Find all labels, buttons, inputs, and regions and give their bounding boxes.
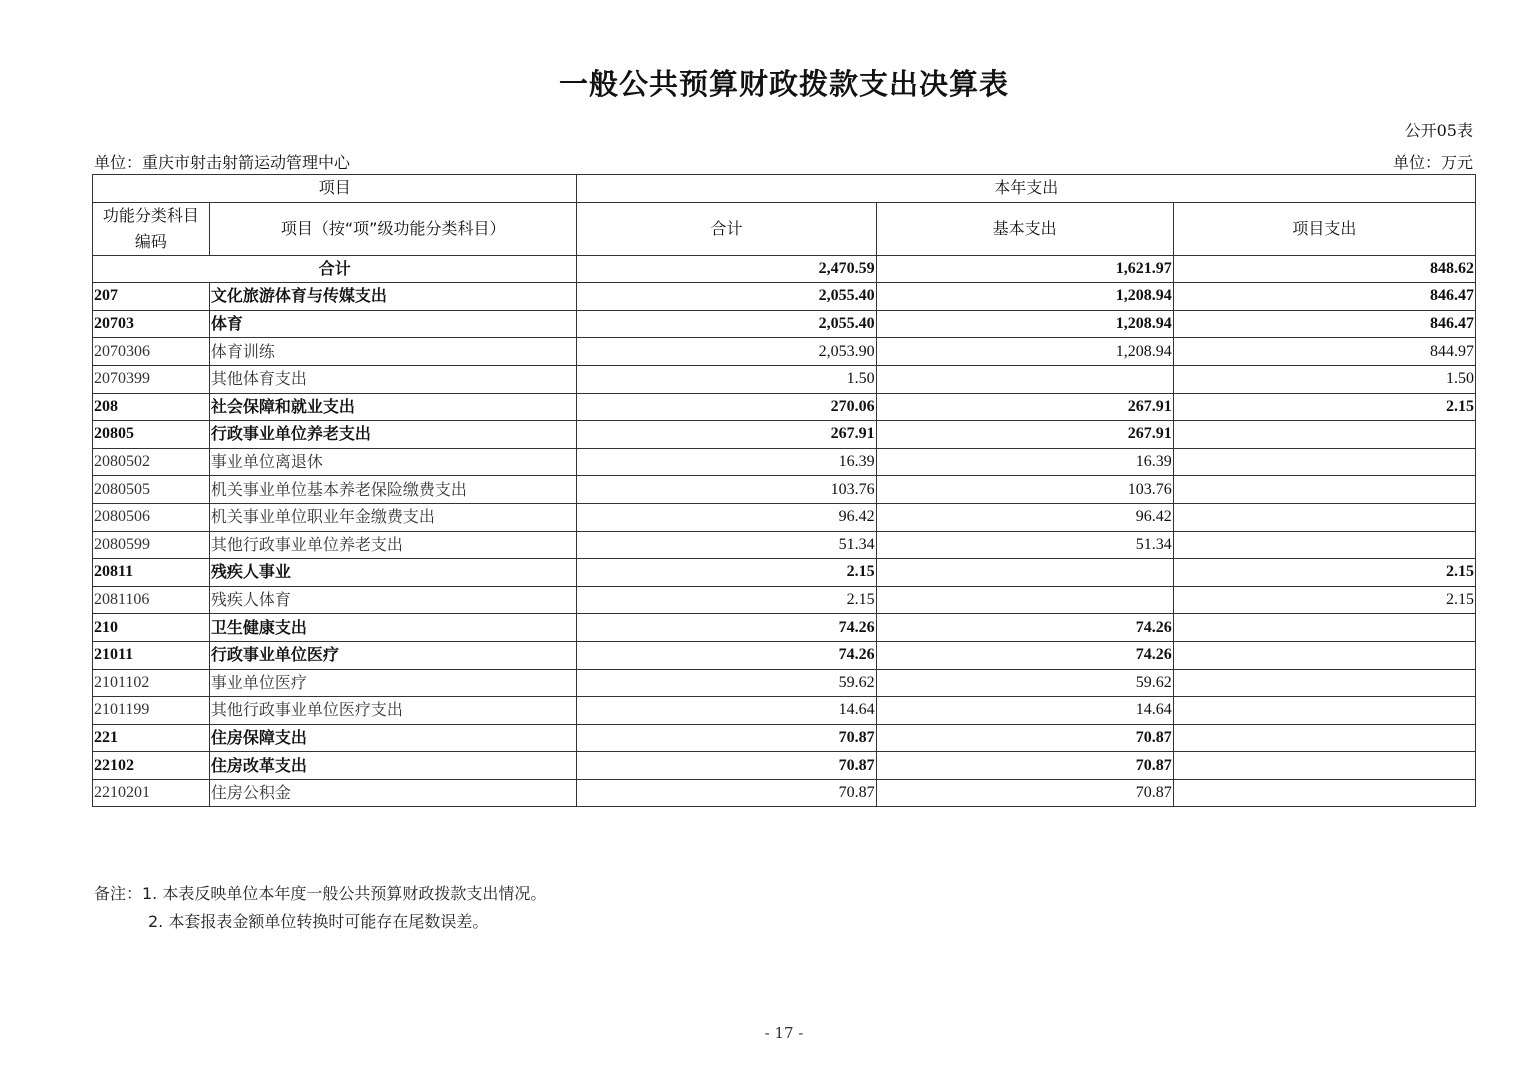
row-name: 住房公积金 — [209, 779, 577, 807]
header-expense-group: 本年支出 — [577, 175, 1476, 203]
row-project — [1173, 448, 1475, 476]
row-name: 事业单位医疗 — [209, 669, 577, 697]
row-basic: 74.26 — [876, 641, 1173, 669]
row-project — [1173, 421, 1475, 449]
table-row — [93, 724, 1476, 752]
row-basic: 74.26 — [876, 614, 1173, 642]
table-row — [93, 365, 1476, 393]
row-total: 59.62 — [577, 669, 876, 697]
table-row — [93, 503, 1476, 531]
row-project — [1173, 724, 1475, 752]
row-code: 2210201 — [93, 779, 210, 807]
total-project: 848.62 — [1173, 255, 1475, 283]
row-name: 文化旅游体育与传媒支出 — [209, 283, 577, 311]
row-basic: 1,208.94 — [876, 338, 1173, 366]
row-code: 2080505 — [93, 476, 210, 504]
row-name: 残疾人事业 — [209, 559, 577, 587]
row-total: 74.26 — [577, 641, 876, 669]
row-basic: 1,208.94 — [876, 310, 1173, 338]
row-total: 270.06 — [577, 393, 876, 421]
total-basic: 1,621.97 — [876, 255, 1173, 283]
row-project — [1173, 531, 1475, 559]
row-name: 其他行政事业单位养老支出 — [209, 531, 577, 559]
table-row — [93, 448, 1476, 476]
row-total: 2,053.90 — [577, 338, 876, 366]
row-code: 2080599 — [93, 531, 210, 559]
table-row — [93, 476, 1476, 504]
row-project — [1173, 697, 1475, 725]
row-project — [1173, 614, 1475, 642]
row-name: 行政事业单位养老支出 — [209, 421, 577, 449]
row-code: 21011 — [93, 641, 210, 669]
row-project — [1173, 476, 1475, 504]
row-code: 2070399 — [93, 365, 210, 393]
row-total: 103.76 — [577, 476, 876, 504]
table-row — [93, 559, 1476, 587]
document-title: 一般公共预算财政拨款支出决算表 — [558, 67, 1009, 101]
row-basic: 70.87 — [876, 724, 1173, 752]
row-project: 2.15 — [1173, 393, 1475, 421]
row-code: 210 — [93, 614, 210, 642]
table-row — [93, 531, 1476, 559]
row-total: 2.15 — [577, 586, 876, 614]
total-total: 2,470.59 — [577, 255, 876, 283]
row-code: 20805 — [93, 421, 210, 449]
row-total: 51.34 — [577, 531, 876, 559]
row-total: 1.50 — [577, 365, 876, 393]
row-basic: 16.39 — [876, 448, 1173, 476]
row-code: 20703 — [93, 310, 210, 338]
header-column-row — [93, 202, 1476, 255]
page-number: - 17 - — [764, 1024, 804, 1042]
table-number: 公开05表 — [1404, 121, 1473, 140]
row-code: 2101199 — [93, 697, 210, 725]
row-total: 2,055.40 — [577, 310, 876, 338]
row-total: 267.91 — [577, 421, 876, 449]
total-row — [93, 255, 1476, 283]
row-name: 其他行政事业单位医疗支出 — [209, 697, 577, 725]
row-project — [1173, 669, 1475, 697]
table-row — [93, 669, 1476, 697]
table-row — [93, 393, 1476, 421]
row-name: 残疾人体育 — [209, 586, 577, 614]
row-code: 2081106 — [93, 586, 210, 614]
row-project — [1173, 503, 1475, 531]
notes — [94, 880, 546, 936]
header-item-group: 项目 — [93, 175, 577, 203]
note-1: 备注：1. 本表反映单位本年度一般公共预算财政拨款支出情况。 — [94, 884, 547, 903]
row-project: 846.47 — [1173, 310, 1475, 338]
header-total: 合计 — [577, 202, 876, 255]
row-code: 2080502 — [93, 448, 210, 476]
expenditure-table — [92, 174, 1476, 807]
header-basic: 基本支出 — [876, 202, 1173, 255]
row-basic: 51.34 — [876, 531, 1173, 559]
row-code: 207 — [93, 283, 210, 311]
table-row — [93, 641, 1476, 669]
row-basic: 96.42 — [876, 503, 1173, 531]
row-project — [1173, 779, 1475, 807]
row-total: 16.39 — [577, 448, 876, 476]
row-total: 2.15 — [577, 559, 876, 587]
row-code: 2080506 — [93, 503, 210, 531]
row-total: 2,055.40 — [577, 283, 876, 311]
table-row — [93, 697, 1476, 725]
table-row — [93, 310, 1476, 338]
table-row — [93, 752, 1476, 780]
row-project — [1173, 641, 1475, 669]
total-label: 合计 — [93, 255, 577, 283]
row-name: 机关事业单位基本养老保险缴费支出 — [209, 476, 577, 504]
row-basic: 14.64 — [876, 697, 1173, 725]
row-basic: 59.62 — [876, 669, 1173, 697]
row-project: 2.15 — [1173, 586, 1475, 614]
table-row — [93, 338, 1476, 366]
row-basic: 103.76 — [876, 476, 1173, 504]
row-code: 2101102 — [93, 669, 210, 697]
row-project: 844.97 — [1173, 338, 1475, 366]
row-name: 卫生健康支出 — [209, 614, 577, 642]
row-basic: 267.91 — [876, 421, 1173, 449]
header-code — [93, 202, 210, 255]
row-basic — [876, 559, 1173, 587]
row-project: 1.50 — [1173, 365, 1475, 393]
row-total: 96.42 — [577, 503, 876, 531]
header-project: 项目支出 — [1173, 202, 1475, 255]
currency-unit: 单位：万元 — [1392, 153, 1473, 172]
organization-unit: 单位：重庆市射击射箭运动管理中心 — [94, 153, 351, 172]
row-basic: 1,208.94 — [876, 283, 1173, 311]
row-project: 2.15 — [1173, 559, 1475, 587]
row-name: 住房改革支出 — [209, 752, 577, 780]
row-code: 221 — [93, 724, 210, 752]
table-row — [93, 283, 1476, 311]
header-code-label: 功能分类科目编码 — [102, 205, 199, 251]
row-basic: 267.91 — [876, 393, 1173, 421]
row-total: 14.64 — [577, 697, 876, 725]
header-name: 项目（按“项”级功能分类科目） — [209, 202, 577, 255]
table-row — [93, 421, 1476, 449]
row-name: 行政事业单位医疗 — [209, 641, 577, 669]
row-basic: 70.87 — [876, 779, 1173, 807]
row-name: 体育 — [209, 310, 577, 338]
row-name: 体育训练 — [209, 338, 577, 366]
table-row — [93, 779, 1476, 807]
row-total: 70.87 — [577, 724, 876, 752]
row-total: 74.26 — [577, 614, 876, 642]
note-2: 2. 本套报表金额单位转换时可能存在尾数误差。 — [148, 912, 489, 931]
row-basic — [876, 586, 1173, 614]
row-code: 20811 — [93, 559, 210, 587]
row-total: 70.87 — [577, 779, 876, 807]
row-project: 846.47 — [1173, 283, 1475, 311]
row-name: 其他体育支出 — [209, 365, 577, 393]
row-name: 社会保障和就业支出 — [209, 393, 577, 421]
row-name: 机关事业单位职业年金缴费支出 — [209, 503, 577, 531]
table-row — [93, 586, 1476, 614]
row-name: 住房保障支出 — [209, 724, 577, 752]
row-total: 70.87 — [577, 752, 876, 780]
row-code: 208 — [93, 393, 210, 421]
table-row — [93, 614, 1476, 642]
row-name: 事业单位离退休 — [209, 448, 577, 476]
row-code: 22102 — [93, 752, 210, 780]
row-basic — [876, 365, 1173, 393]
header-group-row — [93, 175, 1476, 203]
row-project — [1173, 752, 1475, 780]
row-basic: 70.87 — [876, 752, 1173, 780]
row-code: 2070306 — [93, 338, 210, 366]
